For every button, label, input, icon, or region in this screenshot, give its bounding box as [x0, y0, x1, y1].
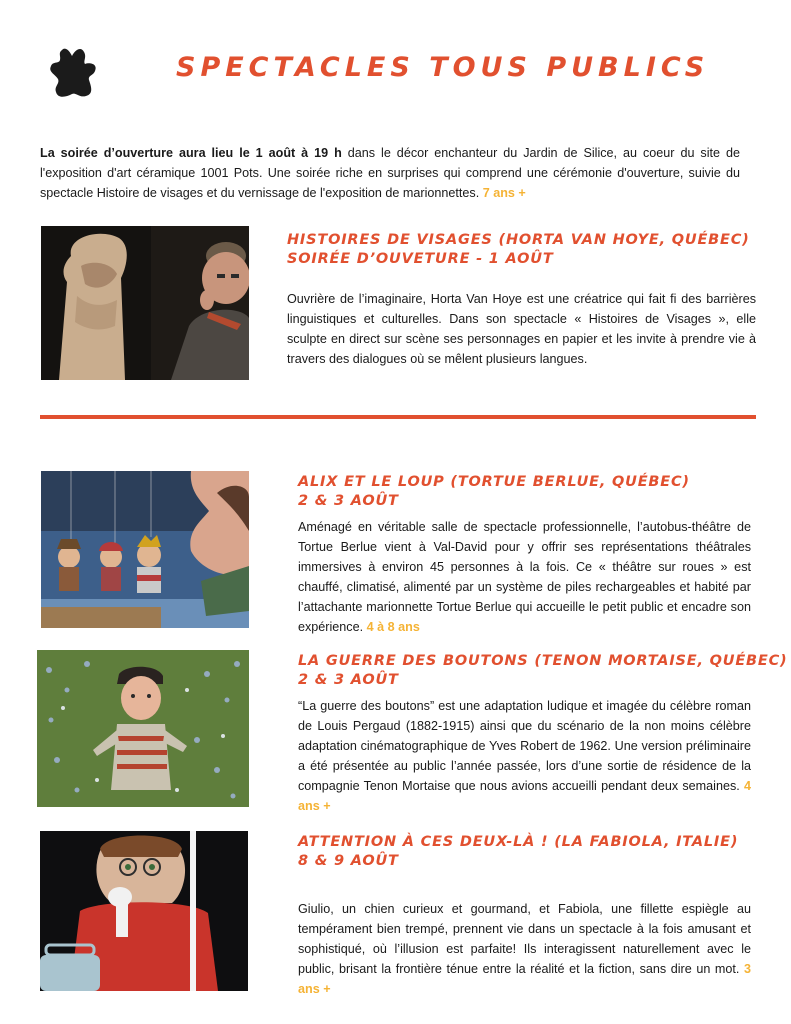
event-description — [298, 899, 751, 999]
intro-age-badge: 7 ans + — [482, 186, 526, 200]
section-divider — [40, 415, 756, 419]
event-description-text: Giulio, un chien curieux et gourmand, et Fabiola, une fillette espiègle au tempérament bien trempé, prennent vie dans un spectacle à la fois amusant et sophistiqué, où l’illusion est parfaite! Ils interagissent naturellement avec le public, brisant la frontière ténue entre la réalité et la fiction, sans dire un mot. — [298, 902, 751, 976]
page-title: SPECTACLES TOUS PUBLICS — [176, 52, 710, 83]
event-date: SOIRÉE D’OUVETURE - 1 AOÛT — [287, 251, 554, 267]
event-title: ATTENTION À CES DEUX-LÀ ! (LA FABIOLA, ITALIE) — [298, 834, 739, 850]
intro-text: dans le décor enchanteur du Jardin de Silice, au coeur du site de l'exposition d'art céramique 1001 Pots. Une soirée riche en surprises qui comprend une cérémonie d'ouverture, suivie du spectacle Histoire de visages et du vernissage de l'exposition de marionnettes. — [40, 146, 740, 200]
event-date: 2 & 3 AOÛT — [298, 672, 399, 688]
age-badge: 4 ans + — [298, 779, 751, 813]
splat-logo-icon — [48, 44, 100, 100]
event-title: HISTOIRES DE VISAGES (HORTA VAN HOYE, QUÉBEC) — [287, 232, 750, 248]
event-photo-histoires-de-visages — [41, 226, 249, 380]
event-description: Ouvrière de l’imaginaire, Horta Van Hoye est une créatrice qui fait fi des barrières linguistiques et culturelles. Dans son spectacle « Histoires de Visages », elle sculpte en direct sur scène ses personnages en papier et les invite à prendre vie à travers des dialogues où se mêlent plusieurs langues. — [287, 292, 756, 366]
age-badge: 4 à 8 ans — [366, 620, 420, 634]
event-date: 8 & 9 AOÛT — [298, 853, 399, 869]
event-photo-alix-et-le-loup — [41, 471, 249, 628]
event-description — [298, 517, 751, 637]
intro-lead: La soirée d’ouverture aura lieu le 1 août à 19 h — [40, 146, 342, 160]
event-title: LA GUERRE DES BOUTONS (TENON MORTAISE, QUÉBEC) — [298, 653, 788, 669]
age-badge: 3 ans + — [298, 962, 751, 996]
event-description-text: “La guerre des boutons” est une adaptation ludique et imagée du célèbre roman de Louis Pergaud (1882-1915) ainsi que du scénario de la non moins célèbre adaptation cinématographique de Yves Robert de 1962. Une version préliminaire a été présentée au public l’année passée, lors d’une sortie de résidence de la compagnie Tenon Mortaise que nous avions accueilli pendant deux semaines. — [298, 699, 751, 793]
intro-paragraph — [40, 143, 740, 203]
event-photo-attention-a-ces-deux-la — [40, 831, 248, 991]
event-description — [298, 696, 751, 816]
event-photo-la-guerre-des-boutons — [37, 650, 249, 807]
event-description-text: Aménagé en véritable salle de spectacle professionnelle, l’autobus-théâtre de Tortue Berlue vient à Val-David pour y offrir ses représentations théâtrales immersives à environ 45 personnes à la fois. Ce « théâtre sur roues » est chauffé, climatisé, alimenté par un système de piles rechargeables et habité par l’attachante marionnette Tortue Berlue qui accueille le petit public et encadre son expérience. — [298, 520, 751, 634]
event-title: ALIX ET LE LOUP (TORTUE BERLUE, QUÉBEC) — [298, 474, 690, 490]
event-date: 2 & 3 AOÛT — [298, 493, 399, 509]
